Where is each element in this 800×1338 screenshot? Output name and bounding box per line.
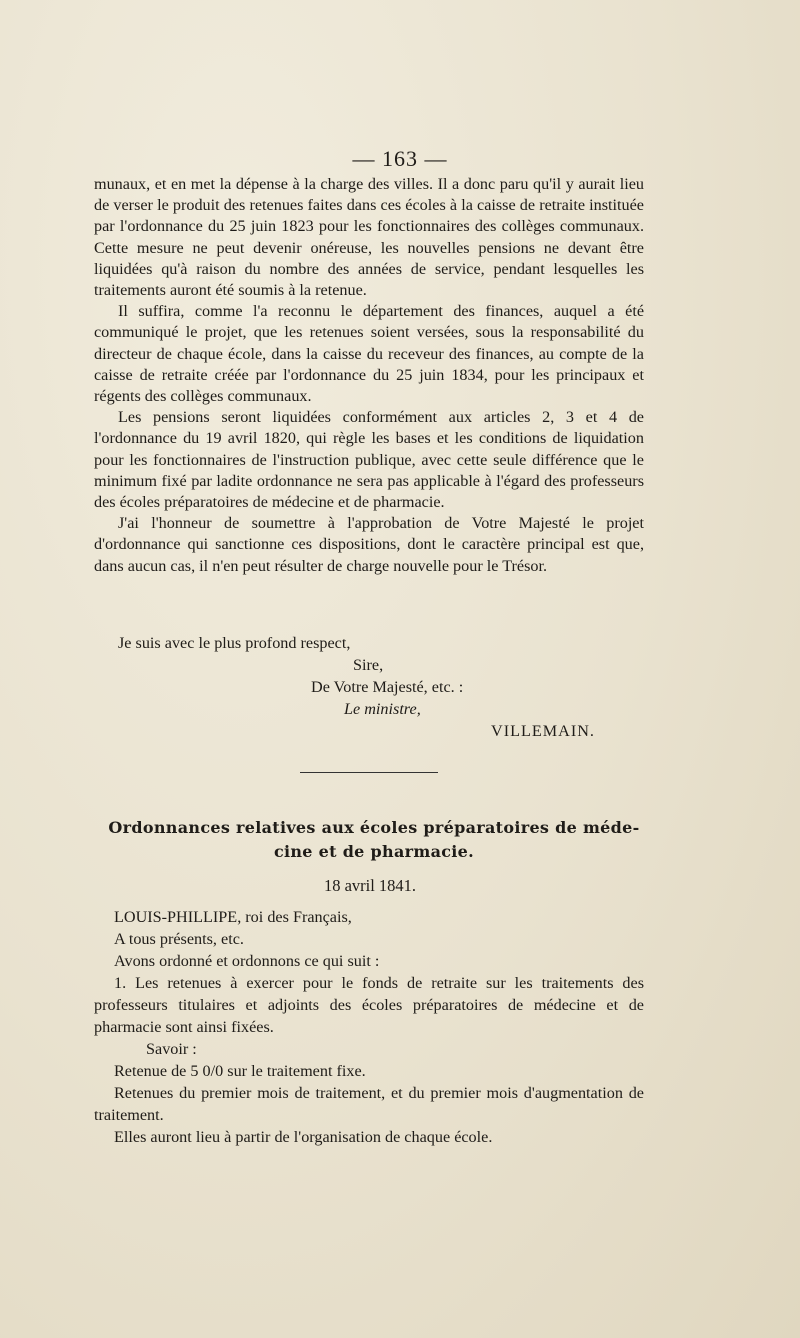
heading-line: cine et de pharmacie. [273,842,475,861]
salutation-line: A tous présents, etc. [114,930,244,948]
paragraph: J'ai l'honneur de soumettre à l'approbation de Votre Majesté le projet d'ordonnance qui sanctionne ces dispositions, dont le caractère principal est que, dans aucun cas, il n'en peut résulter de charge nouvelle pour le Trésor. [94,514,644,575]
minister-title: Le ministre, [344,700,421,718]
paragraph: Il suffira, comme l'a reconnu le département des finances, auquel a été communiqué le projet, que les retenues soient versées, sous la responsabilité du directeur de chaque école, dans la caisse du receveur des finances, au compte de la caisse de retraite créée par l'ordonnance du 25 juin 1834, pour les principaux et régents des collèges communaux. [94,302,644,406]
list-item: Elles auront lieu à partir de l'organisation de chaque école. [114,1128,493,1146]
paragraph: munaux, et en met la dépense à la charge des villes. Il a donc paru qu'il y aurait lieu de verser le produit des retenues faites dans ces écoles à la caisse de retraite instituée par l'ordonnance du 25 juin 1823 pour les fonctionnaires des collèges communaux. Cette mesure ne peut devenir onéreuse, les nouvelles pensions ne devant être liquidées qu'à raison du nombre des années de service, pendant lesquelles les traitements auront été soumis à la retenue. [94,175,644,300]
sire-line: Sire, [353,656,384,674]
article-1: 1. Les retenues à exercer pour le fonds de retraite sur les traitements des professeurs titulaires et adjoints des écoles préparatoires de médecine et de pharmacie sont ainsi fixées. [94,974,644,1036]
section-heading [94,816,654,864]
paragraph: Les pensions seront liquidées conformément aux articles 2, 3 et 4 de l'ordonnance du 19 avril 1820, qui règle les bases et les conditions de liquidation pour les fonctionnaires de l'instruction publique, avec cette seule différence que le minimum fixé par ladite ordonnance ne sera pas applicable à l'égard des professeurs des écoles préparatoires de médecine et de pharmacie. [94,408,644,512]
body-text-memoir [94,174,644,577]
signature: VILLEMAIN. [491,722,595,740]
list-item: Retenue de 5 0/0 sur le traitement fixe. [114,1062,366,1080]
ordinance-text [94,906,644,1148]
savoir-line: Savoir : [146,1040,197,1058]
section-divider [300,772,438,773]
king-line: LOUIS-PHILLIPE, roi des Français, [114,908,352,926]
majesty-line: De Votre Majesté, etc. : [311,678,464,696]
heading-line: Ordonnances relatives aux écoles préparatoires de méde- [108,818,640,837]
page-number: — 163 — [352,146,448,171]
ordinance-date: 18 avril 1841. [323,876,417,895]
decree-line: Avons ordonné et ordonnons ce qui suit : [114,952,380,970]
respect-line: Je suis avec le plus profond respect, [118,634,351,652]
list-item: Retenues du premier mois de traitement, et du premier mois d'augmentation de traitement. [94,1084,644,1124]
